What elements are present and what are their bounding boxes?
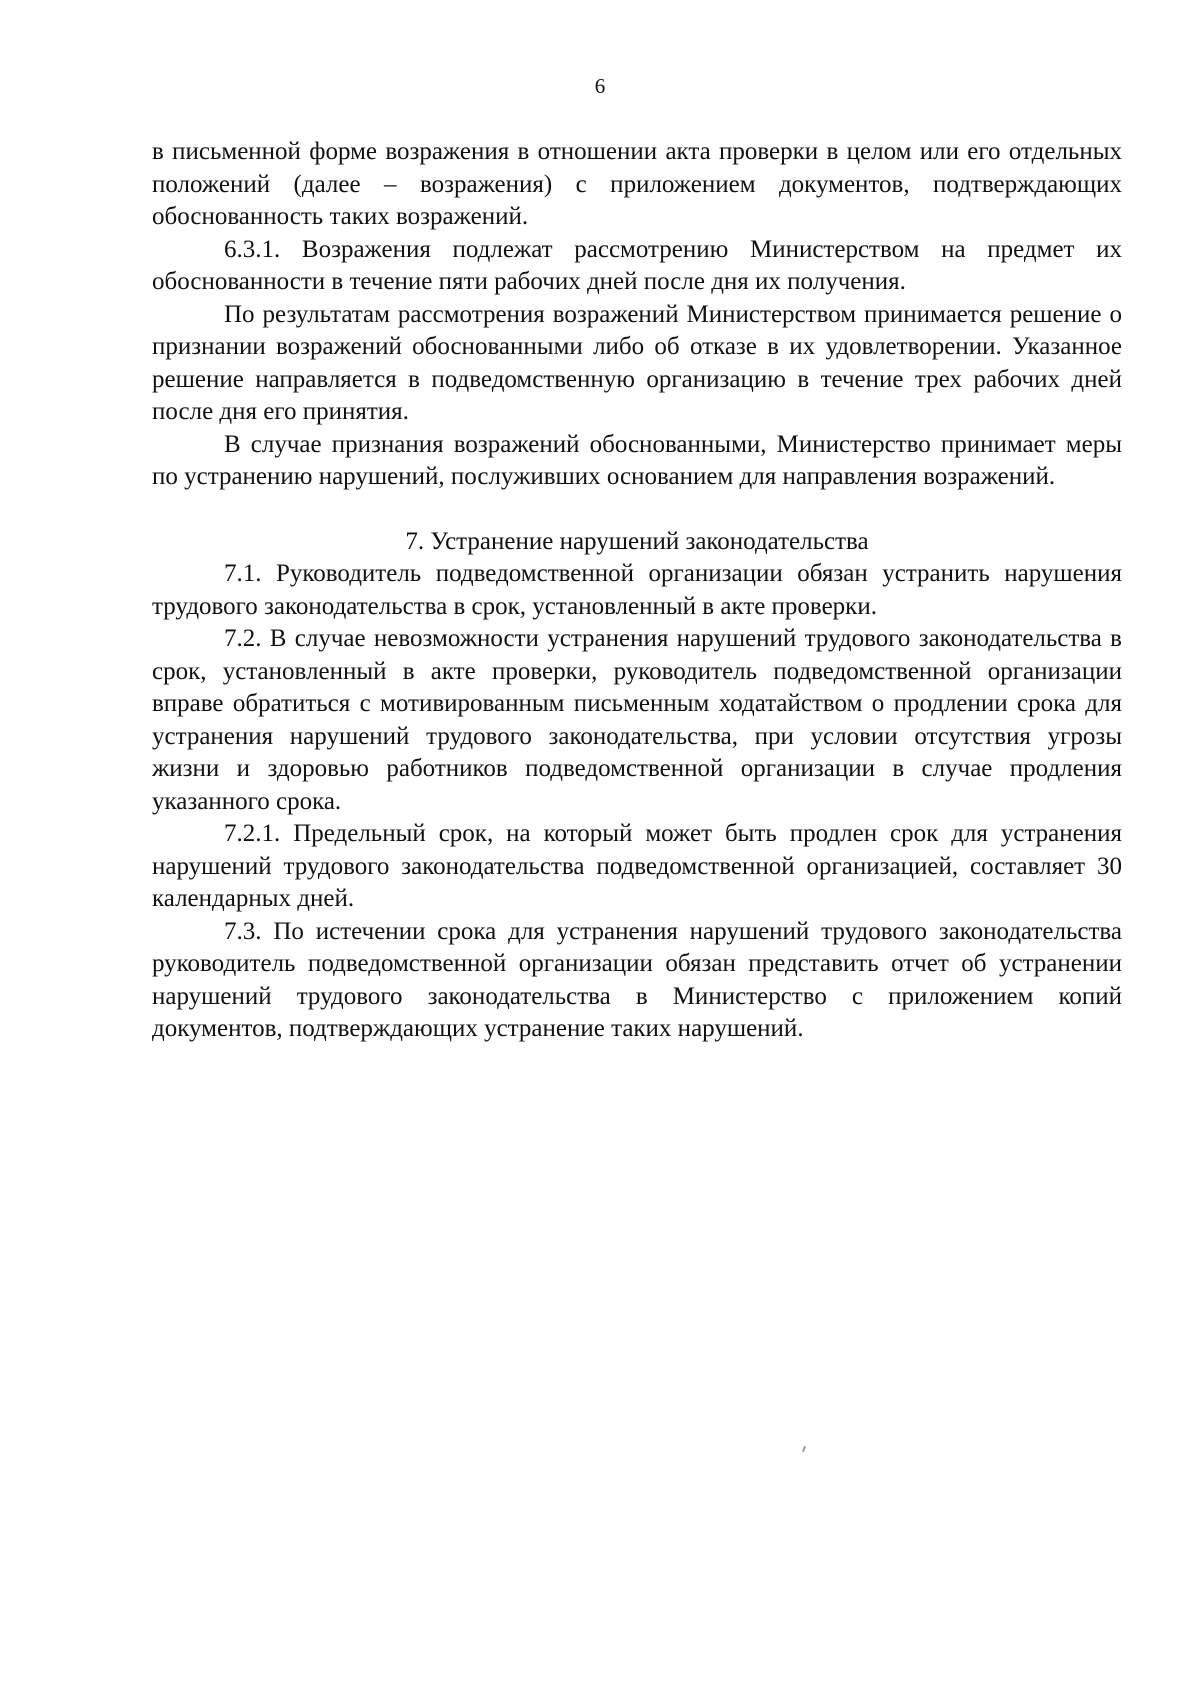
- paragraph-7-2: 7.2. В случае невозможности устранения нарушений трудового законодательства в срок, установленный в акте проверки, руководитель подведомственной организации вправе обратиться с мотивированным письменным ходатайством о продлении срока для устранения нарушений трудового законодательства, при условии отсутствия угрозы жизни и здоровью работников подведомственной организации в случае продления указанного срока.: [152, 625, 1122, 815]
- document-body: [152, 136, 1122, 1046]
- paragraph-7-2-1: 7.2.1. Предельный срок, на который может быть продлен срок для устранения нарушений трудового законодательства подведомственной организацией, составляет 30 календарных дней.: [152, 820, 1122, 912]
- paragraph-7-3: 7.3. По истечении срока для устранения нарушений трудового законодательства руководитель подведомственной организации обязан представить отчет об устранении нарушений трудового законодательства в Министерство с приложением копий документов, подтверждающих устранение таких нарушений.: [152, 917, 1122, 1042]
- paragraph-6-3-1: 6.3.1. Возражения подлежат рассмотрению Министерством на предмет их обоснованности в течение пяти рабочих дней после дня их получения.: [152, 235, 1122, 295]
- section-7-heading: 7. Устранение нарушений законодательства: [405, 527, 869, 555]
- paragraph-objections-accepted: В случае признания возражений обоснованными, Министерство принимает меры по устранению нарушений, послуживших основанием для направления возражений.: [152, 430, 1122, 490]
- paragraph-review-results: По результатам рассмотрения возражений Министерством принимается решение о признании возражений обоснованными либо об отказе в их удовлетворении. Указанное решение направляется в подведомственную организацию в течение трех рабочих дней после дня его принятия.: [152, 300, 1122, 425]
- scan-speck: [802, 1446, 806, 1452]
- paragraph-objections-continuation: в письменной форме возражения в отношении акта проверки в целом или его отдельных положений (далее – возражения) с приложением документов, подтверждающих обоснованность таких возражений.: [152, 138, 1122, 230]
- paragraph-7-1: 7.1. Руководитель подведомственной организации обязан устранить нарушения трудового законодательства в срок, установленный в акте проверки.: [152, 560, 1122, 620]
- page-number: 6: [594, 74, 606, 98]
